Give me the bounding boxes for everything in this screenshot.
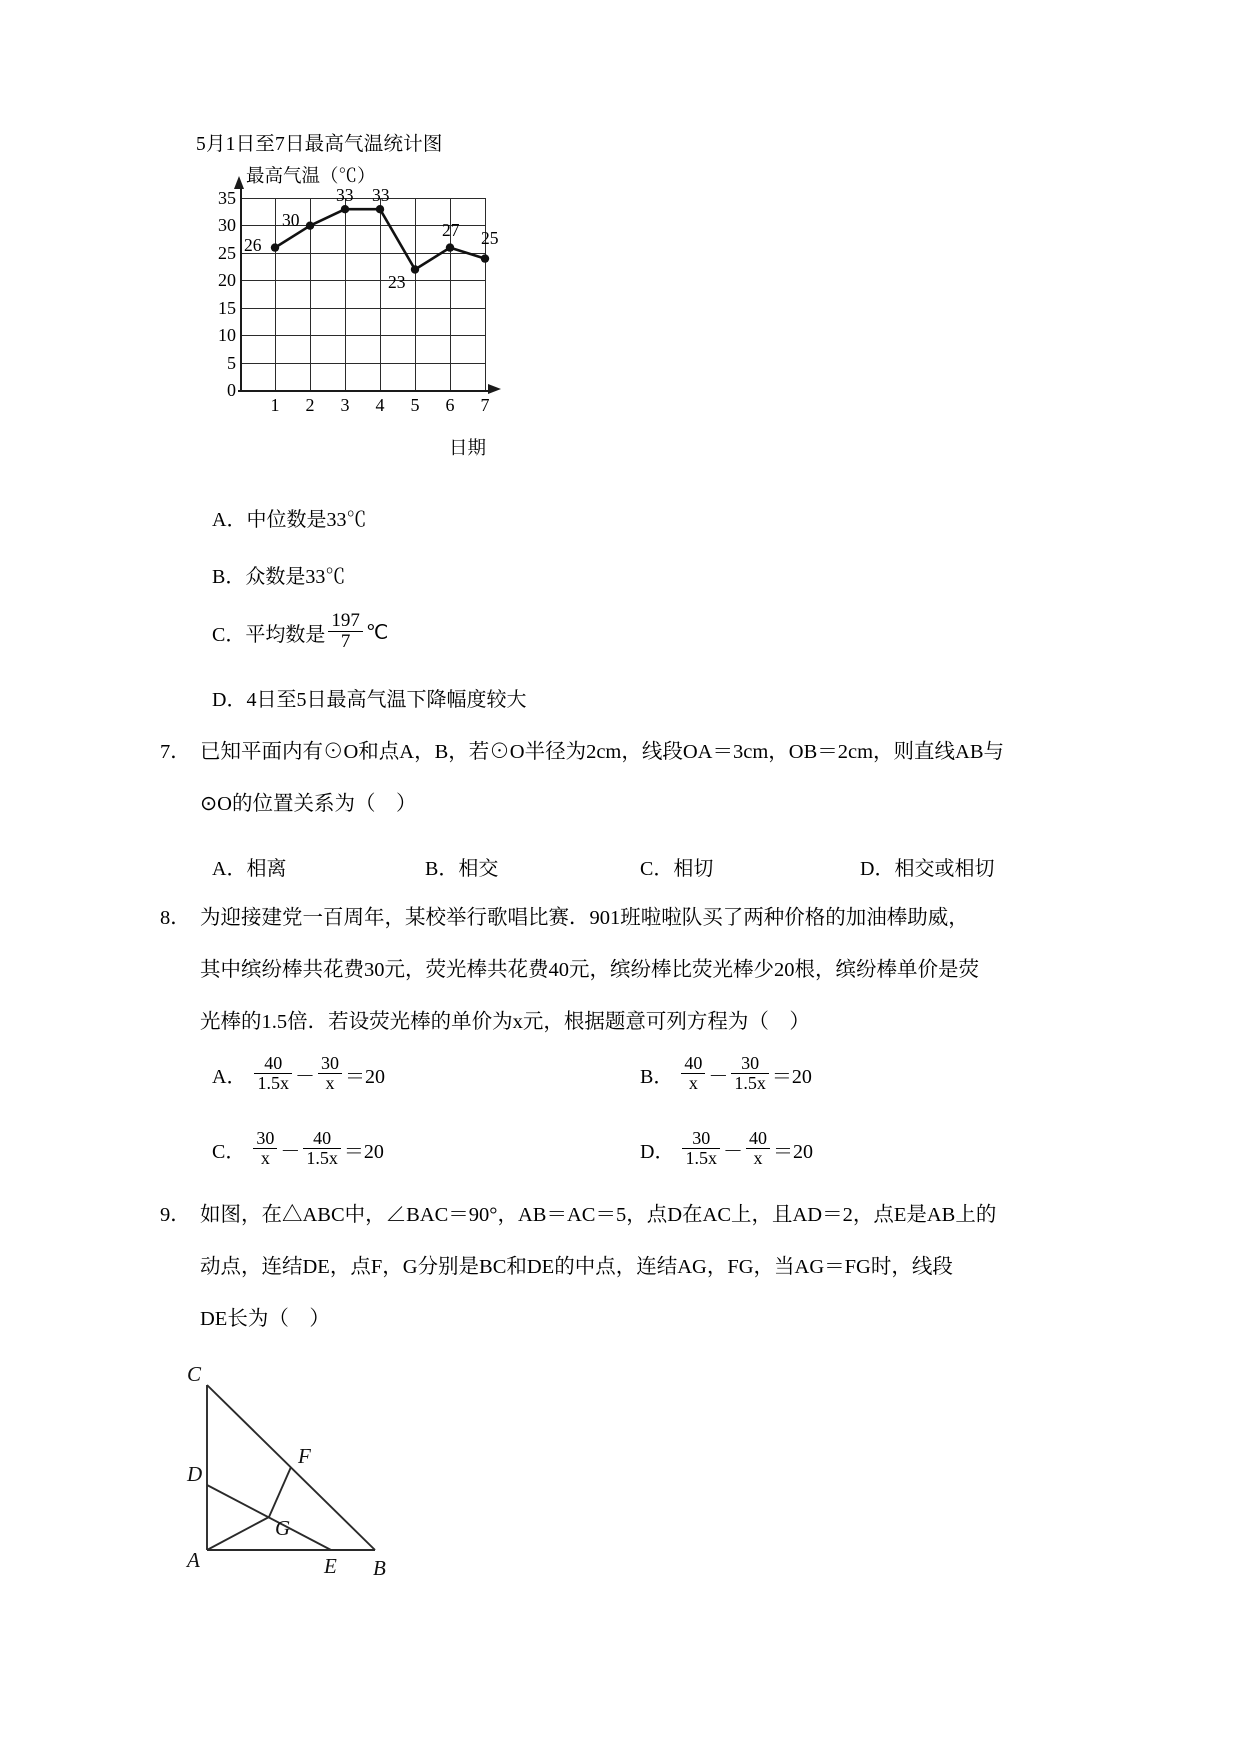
- geo-label-B: B: [373, 1556, 386, 1580]
- option-letter: B．: [212, 566, 246, 588]
- q7-option-b[interactable]: [425, 852, 498, 881]
- x-tick: 7: [480, 395, 490, 415]
- q9-line-3: DE长为（ ）: [200, 1308, 330, 1330]
- q6-option-c[interactable]: [212, 612, 388, 653]
- fraction-denominator: 7: [328, 631, 363, 652]
- geo-label-G: G: [275, 1516, 291, 1540]
- option-letter: B．: [640, 1065, 674, 1088]
- point-label: 30: [282, 210, 300, 230]
- option-text-after: ℃: [365, 621, 389, 644]
- point-label: 33: [336, 185, 354, 205]
- fraction-denominator: x: [318, 1073, 342, 1093]
- fraction-denominator: 1.5x: [254, 1073, 292, 1093]
- x-axis-ticks: [240, 396, 500, 422]
- fraction-numerator: 30: [320, 1053, 339, 1073]
- x-tick: 2: [305, 395, 315, 415]
- fraction-second: [731, 1054, 769, 1093]
- fraction-numerator: 40: [684, 1053, 703, 1073]
- q6-option-d[interactable]: [212, 683, 526, 712]
- fraction-denominator: x: [746, 1148, 770, 1168]
- y-tick: 25: [218, 242, 236, 263]
- equation-rhs: ＝20: [344, 1065, 385, 1088]
- fraction-denominator: x: [681, 1073, 705, 1093]
- x-tick: 4: [375, 395, 385, 415]
- option-letter: B．: [425, 858, 459, 880]
- y-axis-title: 最高气温（℃）: [246, 167, 376, 187]
- fraction-197-over-7: [328, 611, 363, 652]
- q8-option-d[interactable]: [640, 1130, 813, 1169]
- q8-option-b[interactable]: [640, 1055, 812, 1094]
- x-axis-line: [238, 390, 492, 392]
- y-tick: 10: [218, 325, 236, 346]
- x-tick: 1: [270, 395, 280, 415]
- q9-line-1: 如图，在△ABC中，∠BAC＝90°，AB＝AC＝5，点D在AC上，且AD＝2，点E是AB上的: [200, 1204, 997, 1226]
- option-letter: C．: [212, 623, 246, 646]
- option-letter: A．: [212, 858, 247, 880]
- point-label: 27: [442, 220, 460, 240]
- q9-geometry-figure: [185, 1345, 445, 1605]
- geo-label-F: F: [298, 1444, 311, 1468]
- option-text: 相切: [673, 858, 714, 880]
- fraction-first: [681, 1054, 705, 1093]
- y-tick: 30: [218, 215, 236, 236]
- q9-line-2: 动点，连结DE，点F，G分别是BC和DE的中点，连结AG，FG，当AG＝FG时，线段: [200, 1256, 953, 1278]
- y-tick: 5: [227, 352, 236, 373]
- fraction-numerator: 40: [264, 1053, 283, 1073]
- fraction-first: [254, 1054, 292, 1093]
- q8-option-a[interactable]: [212, 1055, 385, 1094]
- x-tick: 5: [410, 395, 420, 415]
- equation-rhs: ＝20: [343, 1140, 384, 1163]
- option-text-before: 平均数是: [245, 623, 326, 646]
- geo-label-D: D: [187, 1462, 203, 1486]
- option-letter: D．: [640, 1140, 675, 1163]
- q6-option-a[interactable]: [212, 503, 366, 532]
- q7-line-2: ⊙O的位置关系为（ ）: [200, 793, 417, 815]
- y-tick: 15: [218, 297, 236, 318]
- q6-option-b[interactable]: [212, 560, 345, 589]
- geo-label-E: E: [324, 1554, 337, 1578]
- minus-operator: －: [722, 1140, 743, 1163]
- equation-rhs: ＝20: [771, 1065, 812, 1088]
- fraction-denominator: 1.5x: [682, 1148, 720, 1168]
- option-letter: D．: [212, 689, 247, 711]
- fraction-second: [746, 1129, 770, 1168]
- equation-rhs: ＝20: [772, 1140, 813, 1163]
- fraction-first: [682, 1129, 720, 1168]
- y-axis-ticks: [200, 188, 236, 400]
- option-text: 中位数是33℃: [246, 509, 367, 531]
- fraction-second: [318, 1054, 342, 1093]
- x-axis-arrow-icon: [488, 384, 501, 394]
- q7-option-c[interactable]: [640, 852, 713, 881]
- q8-line-3: 光棒的1.5倍．若设荧光棒的单价为x元，根据题意可列方程为（ ）: [200, 1011, 810, 1033]
- point-label: 25: [481, 228, 499, 248]
- x-tick: 6: [445, 395, 455, 415]
- y-axis-line: [240, 188, 242, 392]
- chart-title: 5月1日至7日最高气温统计图: [196, 134, 443, 155]
- option-letter: A．: [212, 1065, 247, 1088]
- q7-option-a[interactable]: [212, 852, 286, 881]
- option-text: 4日至5日最高气温下降幅度较大: [246, 689, 527, 711]
- option-text: 相离: [246, 858, 287, 880]
- option-letter: A．: [212, 509, 247, 531]
- q8-line-2: 其中缤纷棒共花费30元，荧光棒共花费40元，缤纷棒比荧光棒少20根，缤纷棒单价是荧: [200, 959, 979, 981]
- option-text: 众数是33℃: [245, 566, 346, 588]
- q7-option-d[interactable]: [860, 852, 994, 881]
- fraction-numerator: 30: [741, 1053, 760, 1073]
- fraction-denominator: 1.5x: [731, 1073, 769, 1093]
- q8-line-1: 为迎接建党一百周年，某校举行歌唱比赛．901班啦啦队买了两种价格的加油棒助威，: [200, 907, 969, 929]
- x-tick: 3: [340, 395, 350, 415]
- q8-option-c[interactable]: [212, 1130, 384, 1169]
- x-axis-title: 日期: [449, 439, 487, 459]
- geo-label-C: C: [187, 1362, 202, 1386]
- fraction-numerator: 30: [692, 1128, 711, 1148]
- option-text: 相交: [458, 858, 499, 880]
- fraction-numerator: 30: [256, 1128, 275, 1148]
- y-tick: 20: [218, 270, 236, 291]
- minus-operator: －: [294, 1065, 315, 1088]
- q7-number: 7．: [160, 741, 191, 763]
- minus-operator: －: [280, 1140, 301, 1163]
- option-letter: C．: [640, 858, 674, 880]
- q9-number: 9．: [160, 1204, 191, 1226]
- point-label: 23: [388, 272, 406, 292]
- fraction-denominator: x: [253, 1148, 277, 1168]
- fraction-second: [303, 1129, 341, 1168]
- y-tick: 35: [218, 188, 236, 208]
- chart-plot-area: [196, 164, 526, 459]
- fraction-numerator: 40: [313, 1128, 332, 1148]
- point-label: 33: [372, 185, 390, 205]
- option-letter: C．: [212, 1140, 246, 1163]
- fraction-numerator: 197: [331, 610, 360, 631]
- y-tick: 0: [227, 380, 236, 400]
- q7-line-1: 已知平面内有⊙O和点A，B，若⊙O半径为2cm，线段OA＝3cm，OB＝2cm，则直线AB与: [200, 741, 1005, 763]
- option-text: 相交或相切: [894, 858, 995, 880]
- geo-label-A: A: [187, 1548, 200, 1572]
- point-label: 26: [244, 235, 262, 255]
- minus-operator: －: [708, 1065, 729, 1088]
- option-letter: D．: [860, 858, 895, 880]
- fraction-numerator: 40: [748, 1128, 767, 1148]
- fraction-denominator: 1.5x: [303, 1148, 341, 1168]
- q8-number: 8．: [160, 907, 191, 929]
- temperature-chart: [196, 128, 526, 459]
- fraction-first: [253, 1129, 277, 1168]
